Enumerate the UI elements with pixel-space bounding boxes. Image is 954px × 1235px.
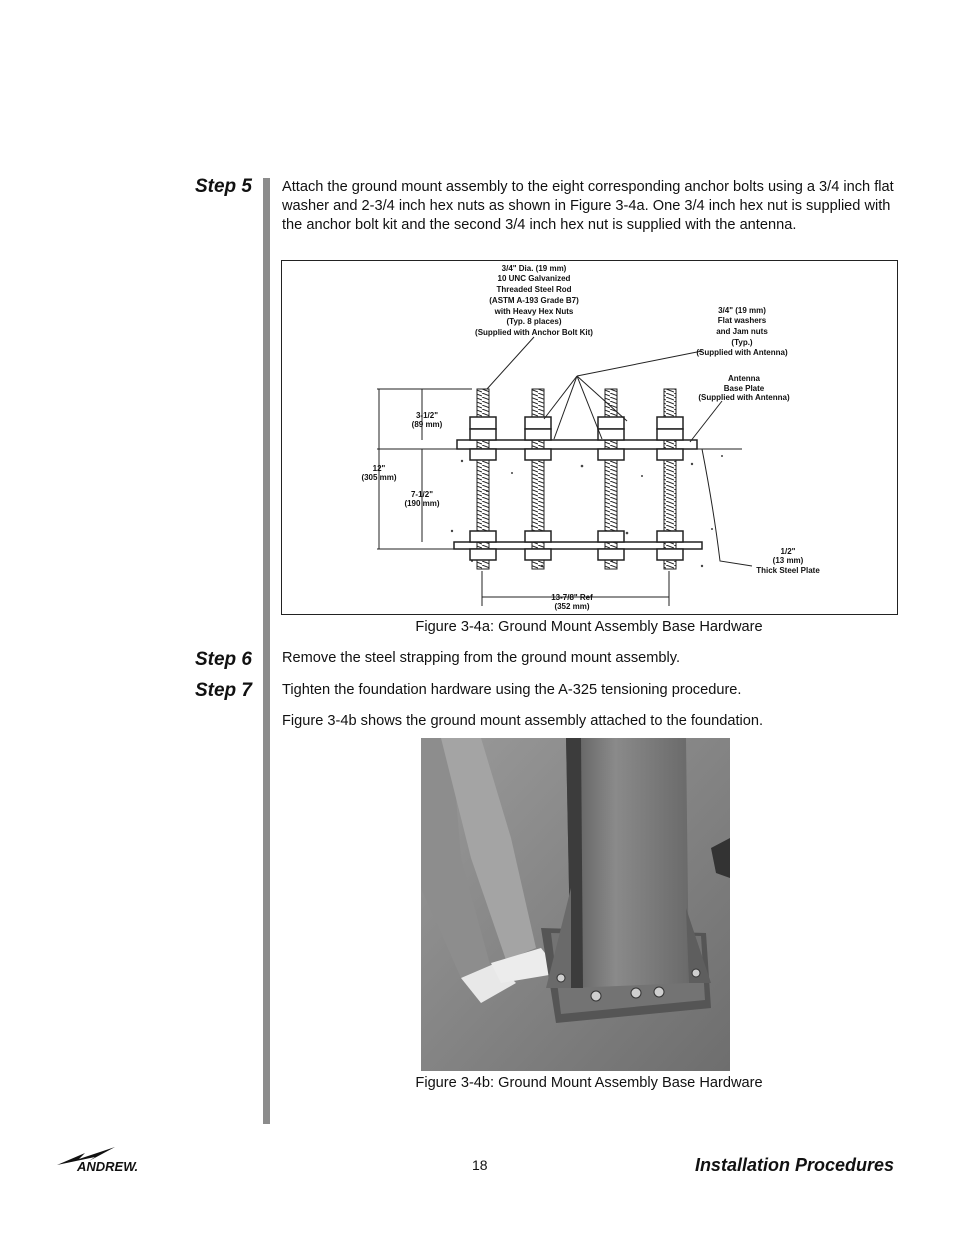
logo-text: ANDREW. <box>77 1159 139 1173</box>
step-6-text: Remove the steel strapping from the ground mount assembly. <box>282 650 681 666</box>
ground-mount-photo <box>421 738 730 1071</box>
figure-3-4b-caption: Figure 3-4b: Ground Mount Assembly Base Hardware <box>415 1075 763 1091</box>
washer-label-5: (Supplied with Antenna) <box>696 348 788 357</box>
step-7-label: Step 7 <box>194 680 252 701</box>
washer-label-2: Flat washers <box>717 316 767 325</box>
rod-label-7: (Supplied with Anchor Bolt Kit) <box>475 328 593 337</box>
dim-top-1: 3-1/2" <box>415 411 439 420</box>
dim-plate-3: Thick Steel Plate <box>756 566 820 575</box>
dim-plate-1: 1/2" <box>780 547 796 556</box>
dim-total-2: (305 mm) <box>361 473 397 482</box>
figure-3-4b-intro: Figure 3-4b shows the ground mount assembly attached to the foundation. <box>282 713 764 729</box>
rod-label-5: with Heavy Hex Nuts <box>494 307 574 316</box>
dim-mid-1: 7-1/2" <box>410 490 434 499</box>
step-5-label: Step 5 <box>194 176 252 197</box>
rod-label-1: 3/4" Dia. (19 mm) <box>501 264 567 273</box>
dim-width-2: (352 mm) <box>554 602 590 611</box>
plate-label-2: Base Plate <box>723 384 765 393</box>
dim-plate-2: (13 mm) <box>772 556 804 565</box>
anchor-bolt-diagram <box>282 261 897 614</box>
dim-total-1: 12" <box>372 464 386 473</box>
rod-label-6: (Typ. 8 places) <box>506 317 562 326</box>
washer-label-4: (Typ.) <box>731 338 753 347</box>
washer-label-1: 3/4" (19 mm) <box>718 306 766 315</box>
rod-label-4: (ASTM A-193 Grade B7) <box>489 296 579 305</box>
andrew-logo <box>55 1143 170 1173</box>
figure-3-4a-caption: Figure 3-4a: Ground Mount Assembly Base Hardware <box>415 619 763 635</box>
figure-3-4a <box>281 260 898 615</box>
left-margin-bar <box>263 178 270 1124</box>
dim-mid-2: (190 mm) <box>404 499 440 508</box>
dim-top-2: (89 mm) <box>411 420 443 429</box>
step-7-text: Tighten the foundation hardware using the A-325 tensioning procedure. <box>282 682 742 698</box>
rod-label-2: 10 UNC Galvanized <box>497 274 571 283</box>
washer-label-3: and Jam nuts <box>716 327 768 336</box>
step-6-label: Step 6 <box>194 649 252 670</box>
page-number: 18 <box>472 1157 488 1173</box>
step-5-text: Attach the ground mount assembly to the eight corresponding anchor bolts using a 3/4 inch flat washer and 2-3/4 inch hex nuts as shown in Figure 3-4a. One 3/4 inch hex nut is supplied with the anchor bolt kit and the second 3/4 inch hex nut is supplied with the antenna. <box>282 179 894 233</box>
plate-label-3: (Supplied with Antenna) <box>698 393 790 402</box>
dim-width-1: 13-7/8" Ref <box>551 593 593 602</box>
plate-label-1: Antenna <box>728 374 760 383</box>
section-title: Installation Procedures <box>694 1155 894 1175</box>
rod-label-3: Threaded Steel Rod <box>496 285 572 294</box>
